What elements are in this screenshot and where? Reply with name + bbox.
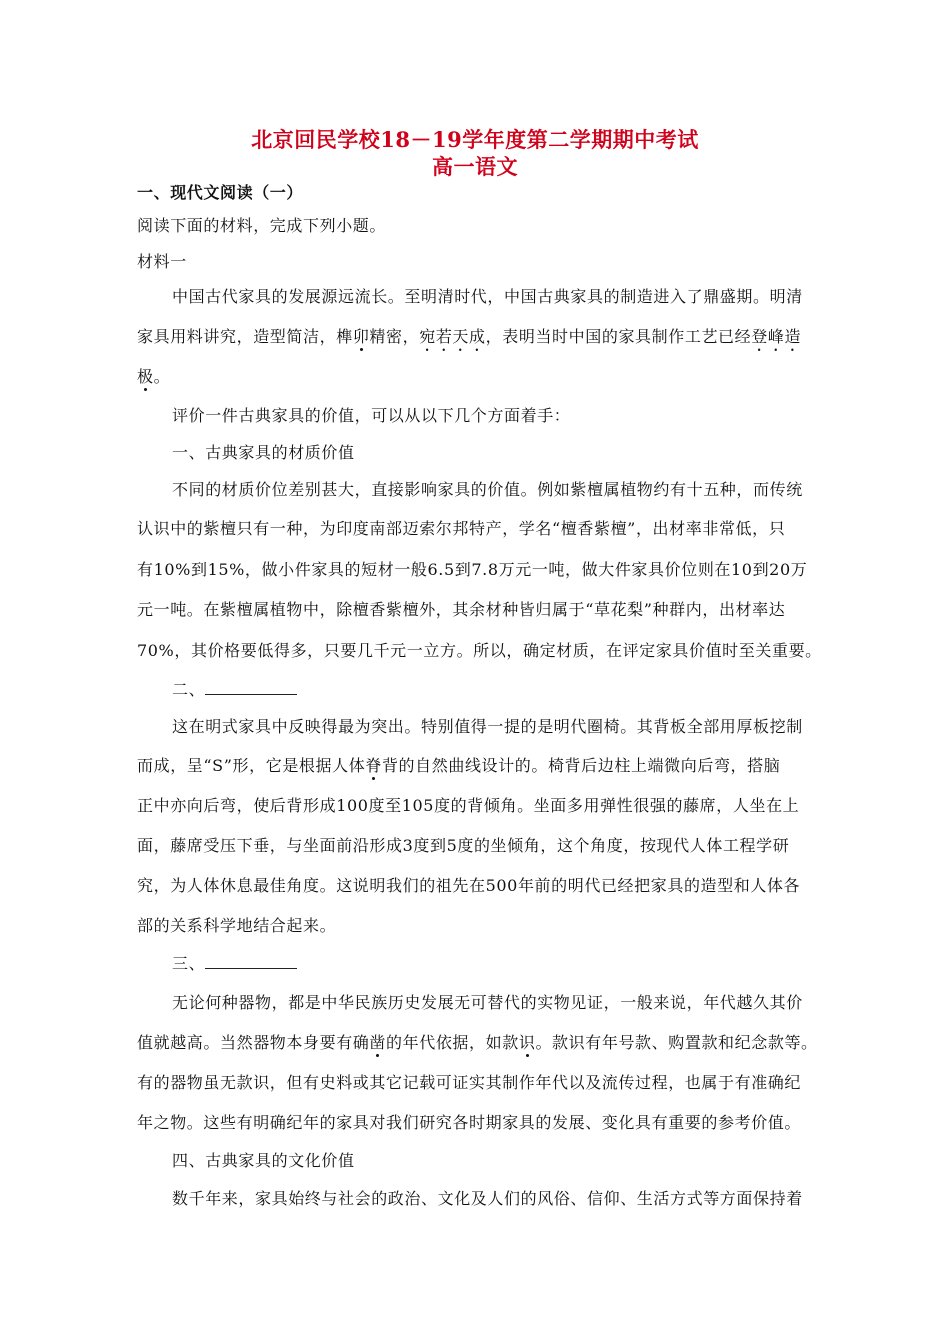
emphasis-char: 识 [518, 1033, 536, 1052]
paragraph-line: 家具用料讲究，造型简洁，榫卯精密，宛若天成，表明当时中国的家具制作工艺已经登峰造 [137, 327, 802, 346]
emphasis-char: 极 [137, 367, 154, 386]
paragraph-line: 极。 [137, 367, 171, 386]
paragraph-line: 这在明式家具中反映得最为突出。特别值得一提的是明代圈椅。其背板全部用厚板挖制 [172, 717, 803, 736]
paragraph-line: 元一吨。在紫檀属植物中，除檀香紫檀外，其余材种皆归属于“草花梨”种群内，出材率达 [137, 600, 786, 619]
paragraph-line: 中国古代家具的发展源远流长。至明清时代，中国古典家具的制造进入了鼎盛期。明清 [172, 287, 803, 306]
paragraph-line: 无论何种器物，都是中华民族历史发展无可替代的实物见证，一般来说，年代越久其价 [172, 993, 803, 1012]
answer-blank[interactable] [205, 954, 297, 969]
paragraph-line: 面，藤席受压下垂，与坐面前沿形成3度到5度的坐倾角，这个角度，按现代人体工程学研 [137, 836, 790, 855]
paragraph-line: 究，为人体休息最佳角度。这说明我们的祖先在500年前的明代已经把家具的造型和人体各 [137, 876, 801, 895]
material-label: 材料一 [137, 252, 187, 271]
emphasis-char: 卯 [352, 327, 370, 346]
section-heading: 一、现代文阅读（一） [137, 183, 304, 202]
subheading: 二、 [172, 677, 297, 700]
emphasis-char: 脊 [365, 756, 382, 775]
paragraph-line: 值就越高。当然器物本身要有确凿的年代依据，如款识。款识有年号款、购置款和纪念款等。 [137, 1033, 818, 1052]
paragraph-line: 数千年来，家具始终与社会的政治、文化及人们的风俗、信仰、生活方式等方面保持着 [172, 1189, 803, 1208]
exam-subtitle: 高一语文 [432, 154, 518, 179]
emphasis-phrase: 宛若天成 [419, 327, 486, 346]
paragraph-line: 认识中的紫檀只有一种，为印度南部迈索尔邦特产，学名“檀香紫檀”，出材率非常低，只 [137, 519, 786, 538]
subheading: 三、 [172, 951, 297, 974]
paragraph-line: 有的器物虽无款识，但有史料或其它记载可证实其制作年代以及流传过程，也属于有准确纪 [137, 1073, 802, 1092]
paragraph-line: 而成，呈“S”形，它是根据人体脊背的自然曲线设计的。椅背后边柱上端微向后弯，搭脑 [137, 756, 781, 775]
subheading: 四、古典家具的文化价值 [172, 1151, 355, 1170]
paragraph-line: 正中亦向后弯，使后背形成100度至105度的背倾角。坐面多用弹性很强的藤席，人坐在上 [137, 796, 800, 815]
exam-title: 北京回民学校18－19学年度第二学期期中考试 [251, 127, 699, 152]
paragraph-line: 部的关系科学地结合起来。 [137, 916, 337, 935]
paragraph-line: 70%，其价格要低得多，只要几千元一立方。所以，确定材质，在评定家具价值时至关重要。 [137, 641, 822, 660]
answer-blank[interactable] [205, 680, 297, 695]
paragraph-line: 评价一件古典家具的价值，可以从以下几个方面着手： [172, 406, 571, 425]
emphasis-phrase: 登峰造 [751, 327, 802, 346]
subheading: 一、古典家具的材质价值 [172, 443, 355, 462]
emphasis-char: 凿 [369, 1033, 387, 1052]
paragraph-line: 不同的材质价位差别甚大，直接影响家具的价值。例如紫檀属植物约有十五种，而传统 [172, 480, 803, 499]
instruction-text: 阅读下面的材料，完成下列小题。 [137, 216, 387, 235]
paragraph-line: 年之物。这些有明确纪年的家具对我们研究各时期家具的发展、变化具有重要的参考价值。 [137, 1113, 802, 1132]
paragraph-line: 有10%到15%，做小件家具的短材一般6.5到7.8万元一吨，做大件家具价位则在10到20万 [137, 560, 808, 579]
